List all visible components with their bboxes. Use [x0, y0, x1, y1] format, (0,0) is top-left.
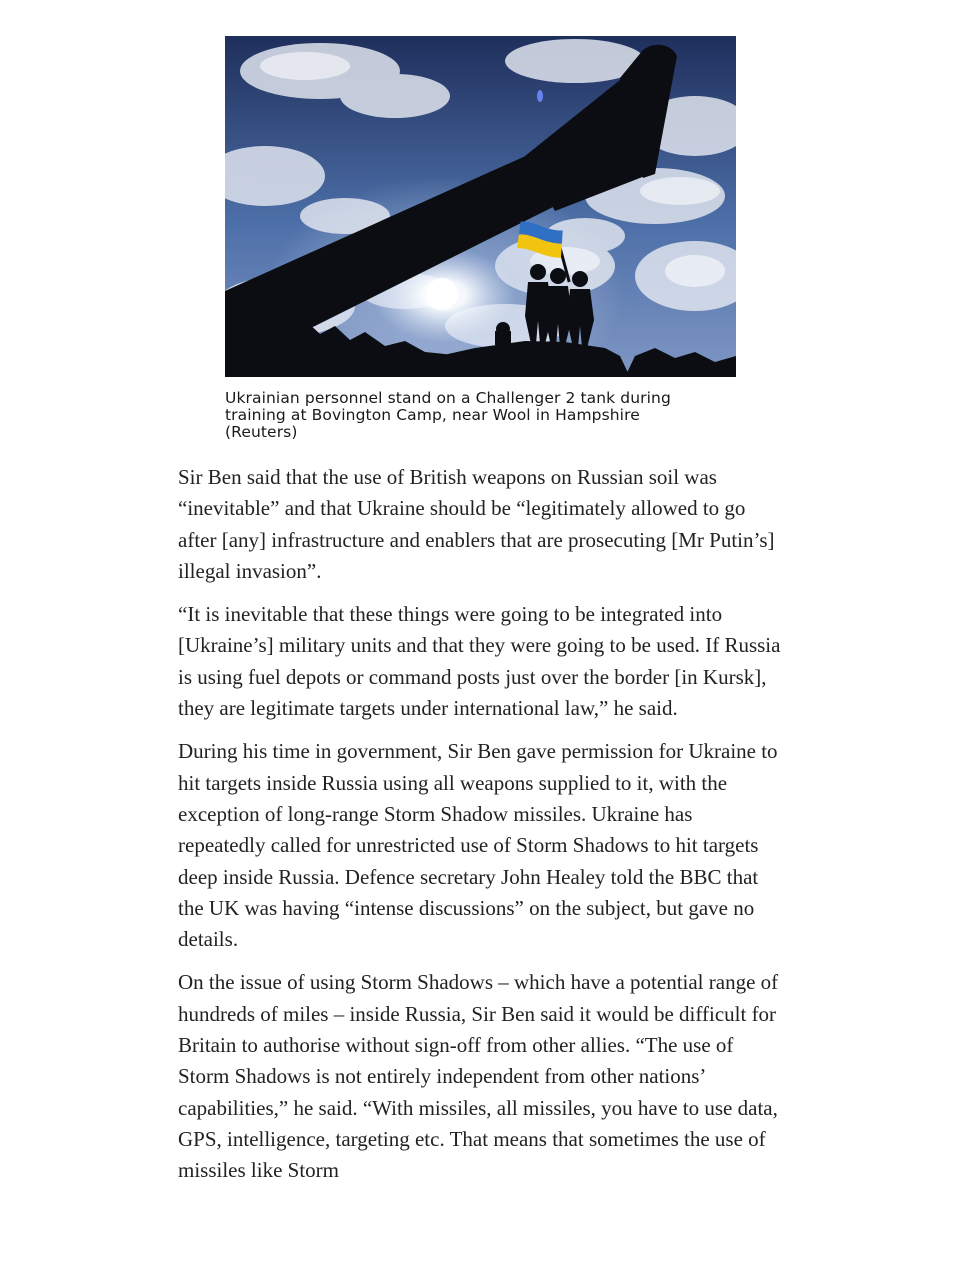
article-paragraph: On the issue of using Storm Shadows – which have a potential range of hundreds of miles – inside Russia, Sir Ben said it would be difficult for Britain to authorise without sign-off from other allies. “The use of Storm Shadows is not entirely independent from other nations’ capabilities,” he said. “With missiles, all missiles, you have to use data, GPS, intelligence, targeting etc. That means that sometimes the use of missiles like Storm [178, 970, 779, 1183]
article-body [178, 462, 784, 1199]
article-paragraph: “It is inevitable that these things were going to be integrated into [Ukraine’s] military units and that they were going to be used. If Russia is using fuel depots or command posts just over the border [in Kursk], they are legitimate targets under international law,” he said. [178, 602, 781, 721]
tank-photo [225, 36, 736, 377]
article-paragraph: During his time in government, Sir Ben gave permission for Ukraine to hit targets inside Russia using all weapons supplied to it, with the exception of long-range Storm Shadow missiles. Ukraine has repeatedly called for unrestricted use of Storm Shadows to hit targets deep inside Russia. Defence secretary John Healey told the BBC that the UK was having “intense discussions” on the subject, but gave no details. [178, 739, 778, 952]
article-paragraph: Sir Ben said that the use of British weapons on Russian soil was “inevitable” and that Ukraine should be “legitimately allowed to go after [any] infrastructure and enablers that are prosecuting [Mr Putin’s] illegal invasion”. [178, 465, 775, 583]
photo-caption: Ukrainian personnel stand on a Challenger 2 tank during training at Bovington Camp, near Wool in Hampshire (Reuters) [225, 389, 671, 441]
article-figure [225, 36, 736, 441]
